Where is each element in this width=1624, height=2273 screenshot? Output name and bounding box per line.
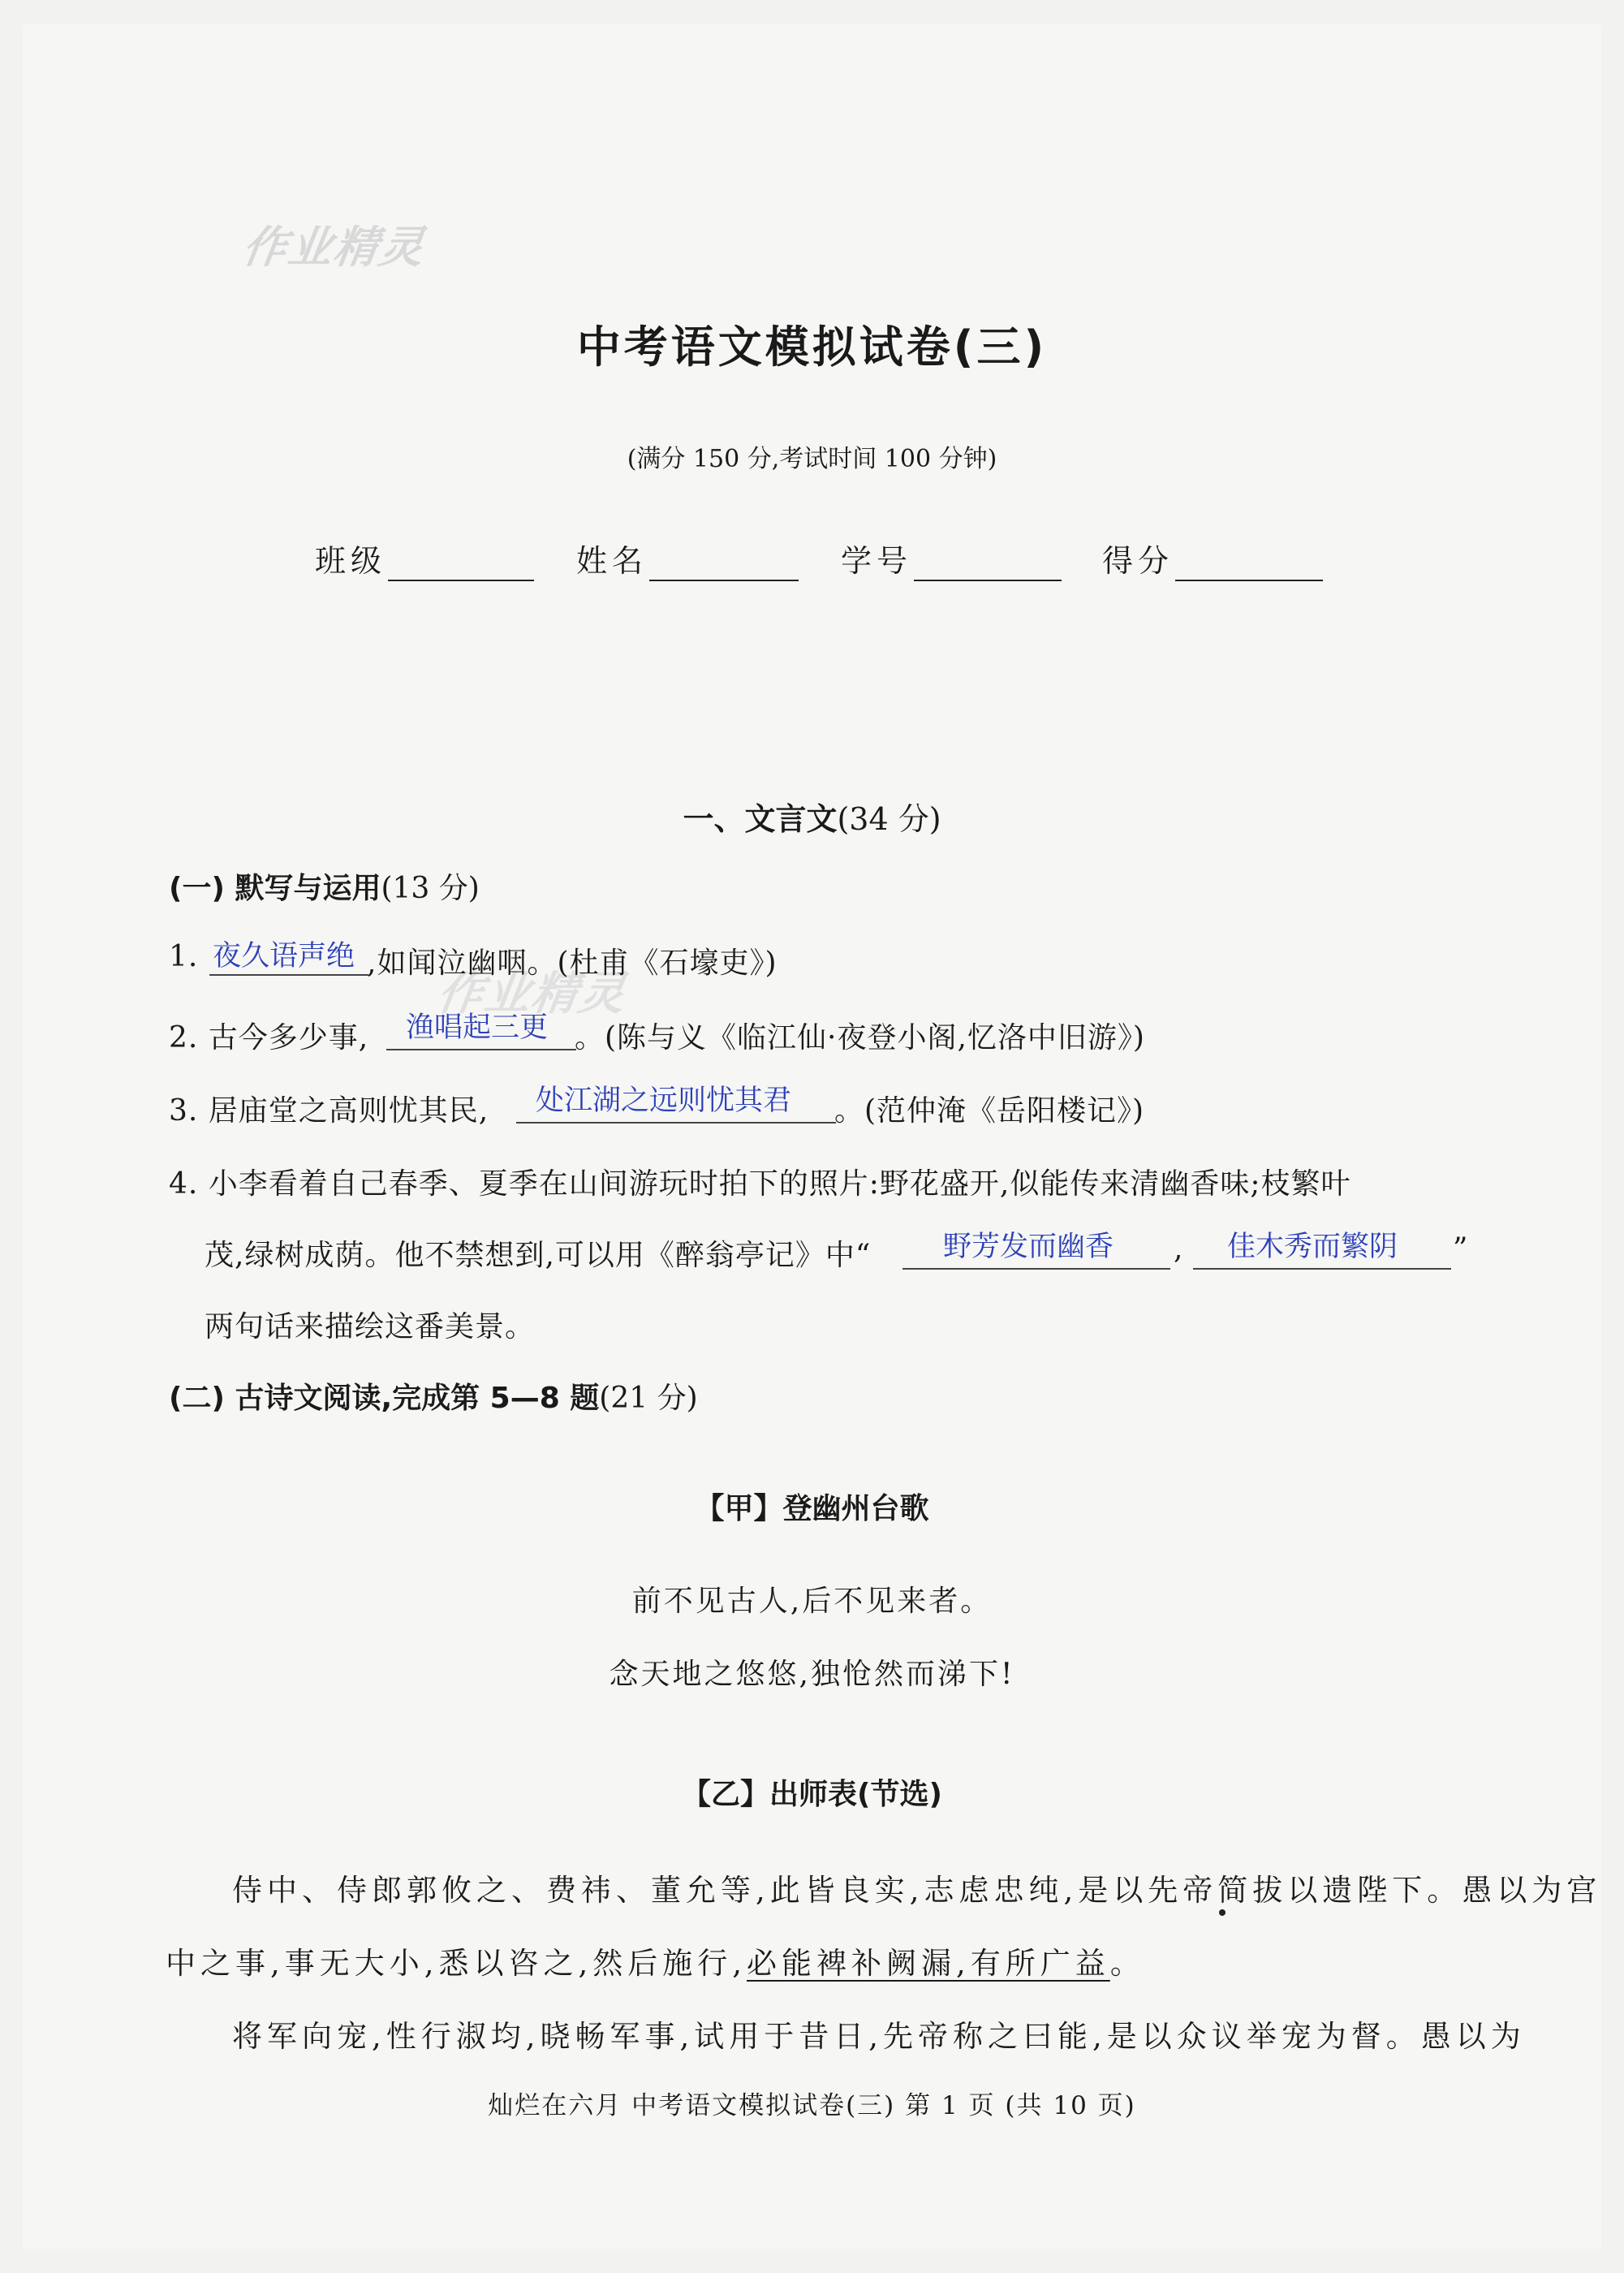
question-4-line: 4. 小李看着自己春季、夏季在山间游玩时拍下的照片:野花盛开,似能传来清幽香味;枝繁叶	[169, 1167, 1351, 1201]
question-2-text: 2. 古今多少事,	[169, 1021, 369, 1055]
question-3-answer[interactable]: 处江湖之远则忧其君	[536, 1085, 792, 1117]
underlined-sentence: 必能裨补阙漏,有所广益	[747, 1946, 1110, 1981]
answer-line	[1193, 1268, 1451, 1270]
passage-title: 【乙】出师表(节选)	[682, 1778, 942, 1811]
part-heading: (一) 默写与运用(13 分)	[169, 872, 480, 905]
passage-line: 将军向宠,性行淑均,晓畅军事,试用于昔日,先帝称之曰能,是以众议举宠为督。愚以为	[232, 2019, 1526, 2054]
question-4-quote: ”	[1453, 1232, 1469, 1266]
student-id-label: 学号	[841, 543, 913, 579]
answer-line	[516, 1122, 836, 1124]
passage-line: 中之事,事无大小,悉以咨之,然后施行,必能裨补阙漏,有所广益。	[166, 1946, 1145, 1981]
question-3-text: 3. 居庙堂之高则忧其民,	[169, 1094, 489, 1128]
section-heading: 一、文言文(34 分)	[683, 801, 941, 837]
answer-line	[386, 1049, 576, 1050]
question-4-answer-2[interactable]: 佳木秀而繁阴	[1227, 1231, 1398, 1263]
question-4-comma: ,	[1174, 1232, 1184, 1266]
poem-line: 前不见古人,后不见来者。	[631, 1585, 993, 1618]
question-4-line: 茂,绿树成荫。他不禁想到,可以用《醉翁亭记》中“	[205, 1239, 872, 1272]
class-field[interactable]	[388, 580, 534, 581]
question-2-source: 。(陈与义《临江仙·夜登小阁,忆洛中旧游》)	[575, 1021, 1145, 1055]
watermark: 作业精灵	[433, 968, 630, 1020]
question-2-answer[interactable]: 渔唱起三更	[406, 1011, 549, 1044]
emphasis-dot	[1219, 1909, 1226, 1916]
name-label: 姓名	[576, 543, 648, 579]
exam-info: (满分 150 分,考试时间 100 分钟)	[627, 445, 997, 473]
poem-title: 【甲】登幽州台歌	[695, 1492, 929, 1525]
student-id-field[interactable]	[914, 580, 1062, 581]
answer-line	[902, 1268, 1170, 1270]
poem-line: 念天地之悠悠,独怆然而涕下!	[609, 1658, 1015, 1691]
passage-line: 侍中、侍郎郭攸之、费祎、董允等,此皆良实,志虑忠纯,是以先帝简拔以遗陛下。愚以为宫	[232, 1873, 1602, 1908]
page-title: 中考语文模拟试卷(三)	[576, 321, 1048, 373]
question-3-source: 。(范仲淹《岳阳楼记》)	[834, 1094, 1145, 1128]
part-heading: (二) 古诗文阅读,完成第 5—8 题(21 分)	[169, 1382, 698, 1415]
watermark: 作业精灵	[239, 222, 429, 273]
question-4-line: 两句话来描绘这番美景。	[205, 1310, 536, 1344]
score-label: 得分	[1102, 543, 1174, 579]
question-1-number: 1.	[169, 940, 199, 973]
page-footer: 灿烂在六月 中考语文模拟试卷(三) 第 1 页 (共 10 页)	[488, 2091, 1136, 2120]
name-field[interactable]	[649, 580, 799, 581]
score-field[interactable]	[1175, 580, 1323, 581]
question-1-answer[interactable]: 夜久语声绝	[213, 940, 355, 973]
question-4-answer-1[interactable]: 野芳发而幽香	[943, 1231, 1114, 1263]
answer-line	[209, 974, 368, 976]
question-1-text: ,如闻泣幽咽。(杜甫《石壕吏》)	[367, 947, 778, 980]
class-label: 班级	[315, 543, 387, 579]
